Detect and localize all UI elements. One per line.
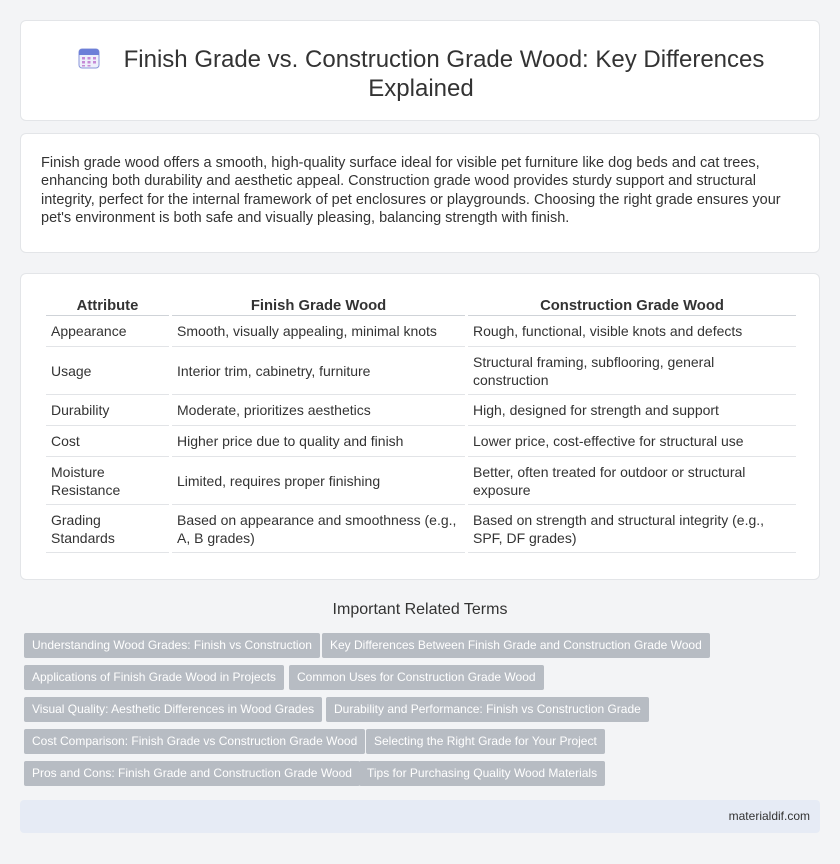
related-term-tag[interactable]: Cost Comparison: Finish Grade vs Construction Grade Wood	[24, 729, 365, 754]
row-construction-value: Structural framing, subflooring, general construction	[468, 347, 796, 395]
row-construction-value: High, designed for strength and support	[468, 395, 796, 426]
row-finish-value: Limited, requires proper finishing	[172, 457, 465, 505]
row-construction-value: Rough, functional, visible knots and defects	[468, 316, 796, 347]
row-finish-value: Higher price due to quality and finish	[172, 426, 465, 457]
related-term-tag[interactable]: Understanding Wood Grades: Finish vs Construction	[24, 633, 320, 658]
header-finish-grade: Finish Grade Wood	[172, 296, 465, 316]
row-attribute: Grading Standards	[46, 505, 169, 553]
related-term-tag[interactable]: Pros and Cons: Finish Grade and Construction Grade Wood	[24, 761, 360, 786]
footer-site-link[interactable]: materialdif.com	[728, 809, 810, 823]
row-attribute: Cost	[46, 426, 169, 457]
row-finish-value: Interior trim, cabinetry, furniture	[172, 347, 465, 395]
row-construction-value: Better, often treated for outdoor or structural exposure	[468, 457, 796, 505]
row-attribute: Appearance	[46, 316, 169, 347]
related-terms-title: Important Related Terms	[332, 601, 508, 618]
intro-paragraph: Finish grade wood offers a smooth, high-quality surface ideal for visible pet furniture like dog beds and cat trees, enhancing both durability and aesthetic appeal. Construction grade wood provides sturdy support and structural integrity, perfect for the internal framework of pet enclosures or playgrounds. Choosing the right grade ensures your pet's environment is both safe and visually pleasing, balancing strength with finish.	[41, 155, 781, 226]
related-term-tag[interactable]: Visual Quality: Aesthetic Differences in Wood Grades	[24, 697, 322, 722]
header-attribute: Attribute	[46, 296, 169, 316]
row-construction-value: Lower price, cost-effective for structural use	[468, 426, 796, 457]
row-finish-value: Smooth, visually appealing, minimal knots	[172, 316, 465, 347]
related-term-tag[interactable]: Applications of Finish Grade Wood in Projects	[24, 665, 284, 690]
header-construction-grade: Construction Grade Wood	[468, 296, 796, 316]
comparison-table	[43, 296, 799, 553]
row-attribute: Durability	[46, 395, 169, 426]
footer-bar	[20, 800, 820, 833]
table-row	[46, 457, 796, 505]
title-line-2: Explained	[368, 75, 474, 102]
table-row	[46, 505, 796, 553]
table-row	[46, 395, 796, 426]
header-card	[20, 20, 820, 121]
title-line-1: Finish Grade vs. Construction Grade Wood: Key Differences	[123, 46, 765, 73]
row-attribute: Usage	[46, 347, 169, 395]
comparison-table-card	[20, 273, 820, 580]
related-term-tag[interactable]: Common Uses for Construction Grade Wood	[289, 665, 544, 690]
row-construction-value: Based on strength and structural integrity (e.g., SPF, DF grades)	[468, 505, 796, 553]
calendar-icon	[78, 47, 100, 69]
table-header-row	[46, 296, 796, 316]
intro-card	[20, 133, 820, 253]
row-attribute: Moisture Resistance	[46, 457, 169, 505]
page-title	[21, 45, 821, 103]
related-term-tag[interactable]: Selecting the Right Grade for Your Project	[366, 729, 605, 754]
table-row	[46, 316, 796, 347]
row-finish-value: Moderate, prioritizes aesthetics	[172, 395, 465, 426]
row-finish-value: Based on appearance and smoothness (e.g., A, B grades)	[172, 505, 465, 553]
related-term-tag[interactable]: Key Differences Between Finish Grade and Construction Grade Wood	[322, 633, 710, 658]
related-term-tag[interactable]: Tips for Purchasing Quality Wood Materials	[359, 761, 605, 786]
related-term-tag[interactable]: Durability and Performance: Finish vs Construction Grade	[326, 697, 649, 722]
table-row	[46, 347, 796, 395]
table-row	[46, 426, 796, 457]
